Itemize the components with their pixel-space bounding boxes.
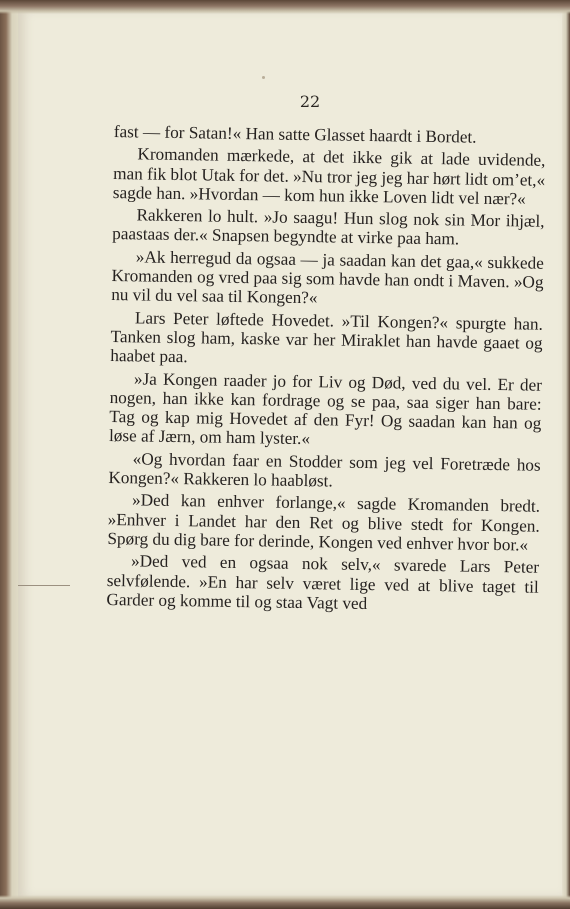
book-page	[18, 10, 562, 898]
paragraph-3: Rakkeren lo hult. »Jo saagu! Hun slog nok sin Mor ihjæl, paastaas der.« Snapsen begyndte at virke paa ham.	[112, 205, 545, 249]
paragraph-8: »Ded kan enhver forlange,« sagde Kromanden bredt. »Enhver i Landet har den Ret og blive stedt for Kongen. Spørg du dig bare for derinde, Kongen ved enhver hvor bor.«	[107, 490, 541, 555]
paragraph-2: Kromanden mærkede, at det ikke gik at lade uvidende, man fik blot Utak for det. »Nu tror jeg jeg har hørt lidt om’et,« sagde han. »Hvordan — kom hun ikke Loven lidt vel nær?«	[112, 144, 546, 209]
paper-speck	[262, 76, 265, 79]
paragraph-5: Lars Peter løftede Hovedet. »Til Kongen?« spurgte han. Tanken slog ham, kaske var her Miraklet han havde gaaet og haabet paa.	[110, 308, 544, 367]
paragraph-9: »Ded ved en ogsaa nok selv,« svarede Lars Peter selvfølende. »En har selv været lige ved at blive taget til Garder og komme til og staa Vagt ved	[106, 551, 540, 613]
book-bottom-edge	[0, 895, 570, 909]
body-text	[106, 122, 546, 619]
page-number: 22	[299, 92, 321, 111]
paragraph-4: »Ak herregud da ogsaa — ja saadan kan det gaa,« sukkede Kromanden og vred paa sig som havde han ondt i Maven. »Og nu vil du vel saa til Kongen?«	[111, 247, 544, 308]
paragraph-1: fast — for Satan!« Han satte Glasset haardt i Bordet.	[113, 122, 477, 147]
margin-pencil-mark	[18, 585, 70, 586]
paragraph-7: «Og hvordan faar en Stodder som jeg vel Foretræde hos Kongen?« Rakkeren lo haabløst.	[108, 449, 541, 491]
book-top-edge	[0, 0, 570, 14]
paragraph-6: »Ja Kongen raader jo for Liv og Død, ved du vel. Er der nogen, han ikke kan fordrage og se paa, saa siger han bare: Tag og kap mig Hovedet af den Fyr! Og saadan kan han og løse af Jærn, om ham lyster.«	[108, 368, 543, 449]
